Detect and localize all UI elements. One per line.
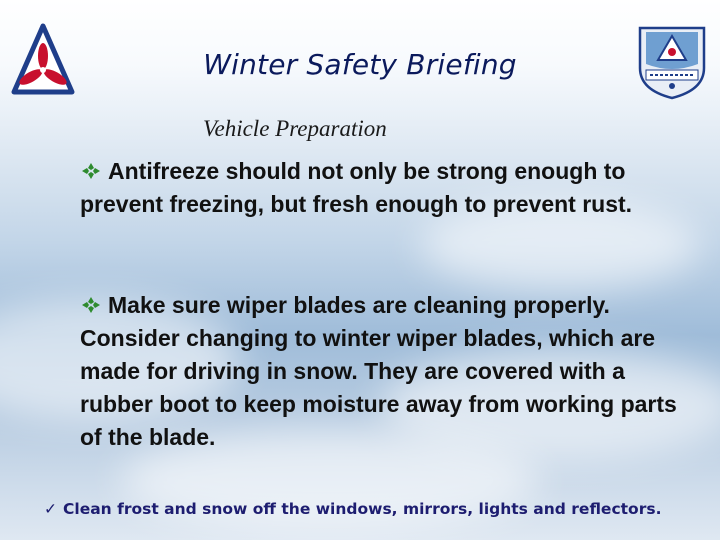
bullet-text: Make sure wiper blades are cleaning properly. Consider changing to winter wiper blades, which are made for driving in snow. They are covered with a rubber boot to keep moisture away from working parts of the blade. (80, 292, 677, 450)
checklist-item (44, 500, 661, 518)
bullet-item (80, 289, 680, 454)
checklist-text: Clean frost and snow off the windows, mirrors, lights and reflectors. (63, 500, 662, 518)
section-subtitle: Vehicle Preparation (203, 116, 387, 141)
diamond-bullet-icon (80, 296, 102, 314)
checkmark-icon: ✓ (44, 500, 57, 518)
slide-title: Winter Safety Briefing (203, 48, 517, 81)
bullet-text: Antifreeze should not only be strong enough to prevent freezing, but fresh enough to prevent rust. (80, 158, 633, 217)
diamond-bullet-icon (80, 162, 102, 180)
bullet-item (80, 155, 680, 221)
